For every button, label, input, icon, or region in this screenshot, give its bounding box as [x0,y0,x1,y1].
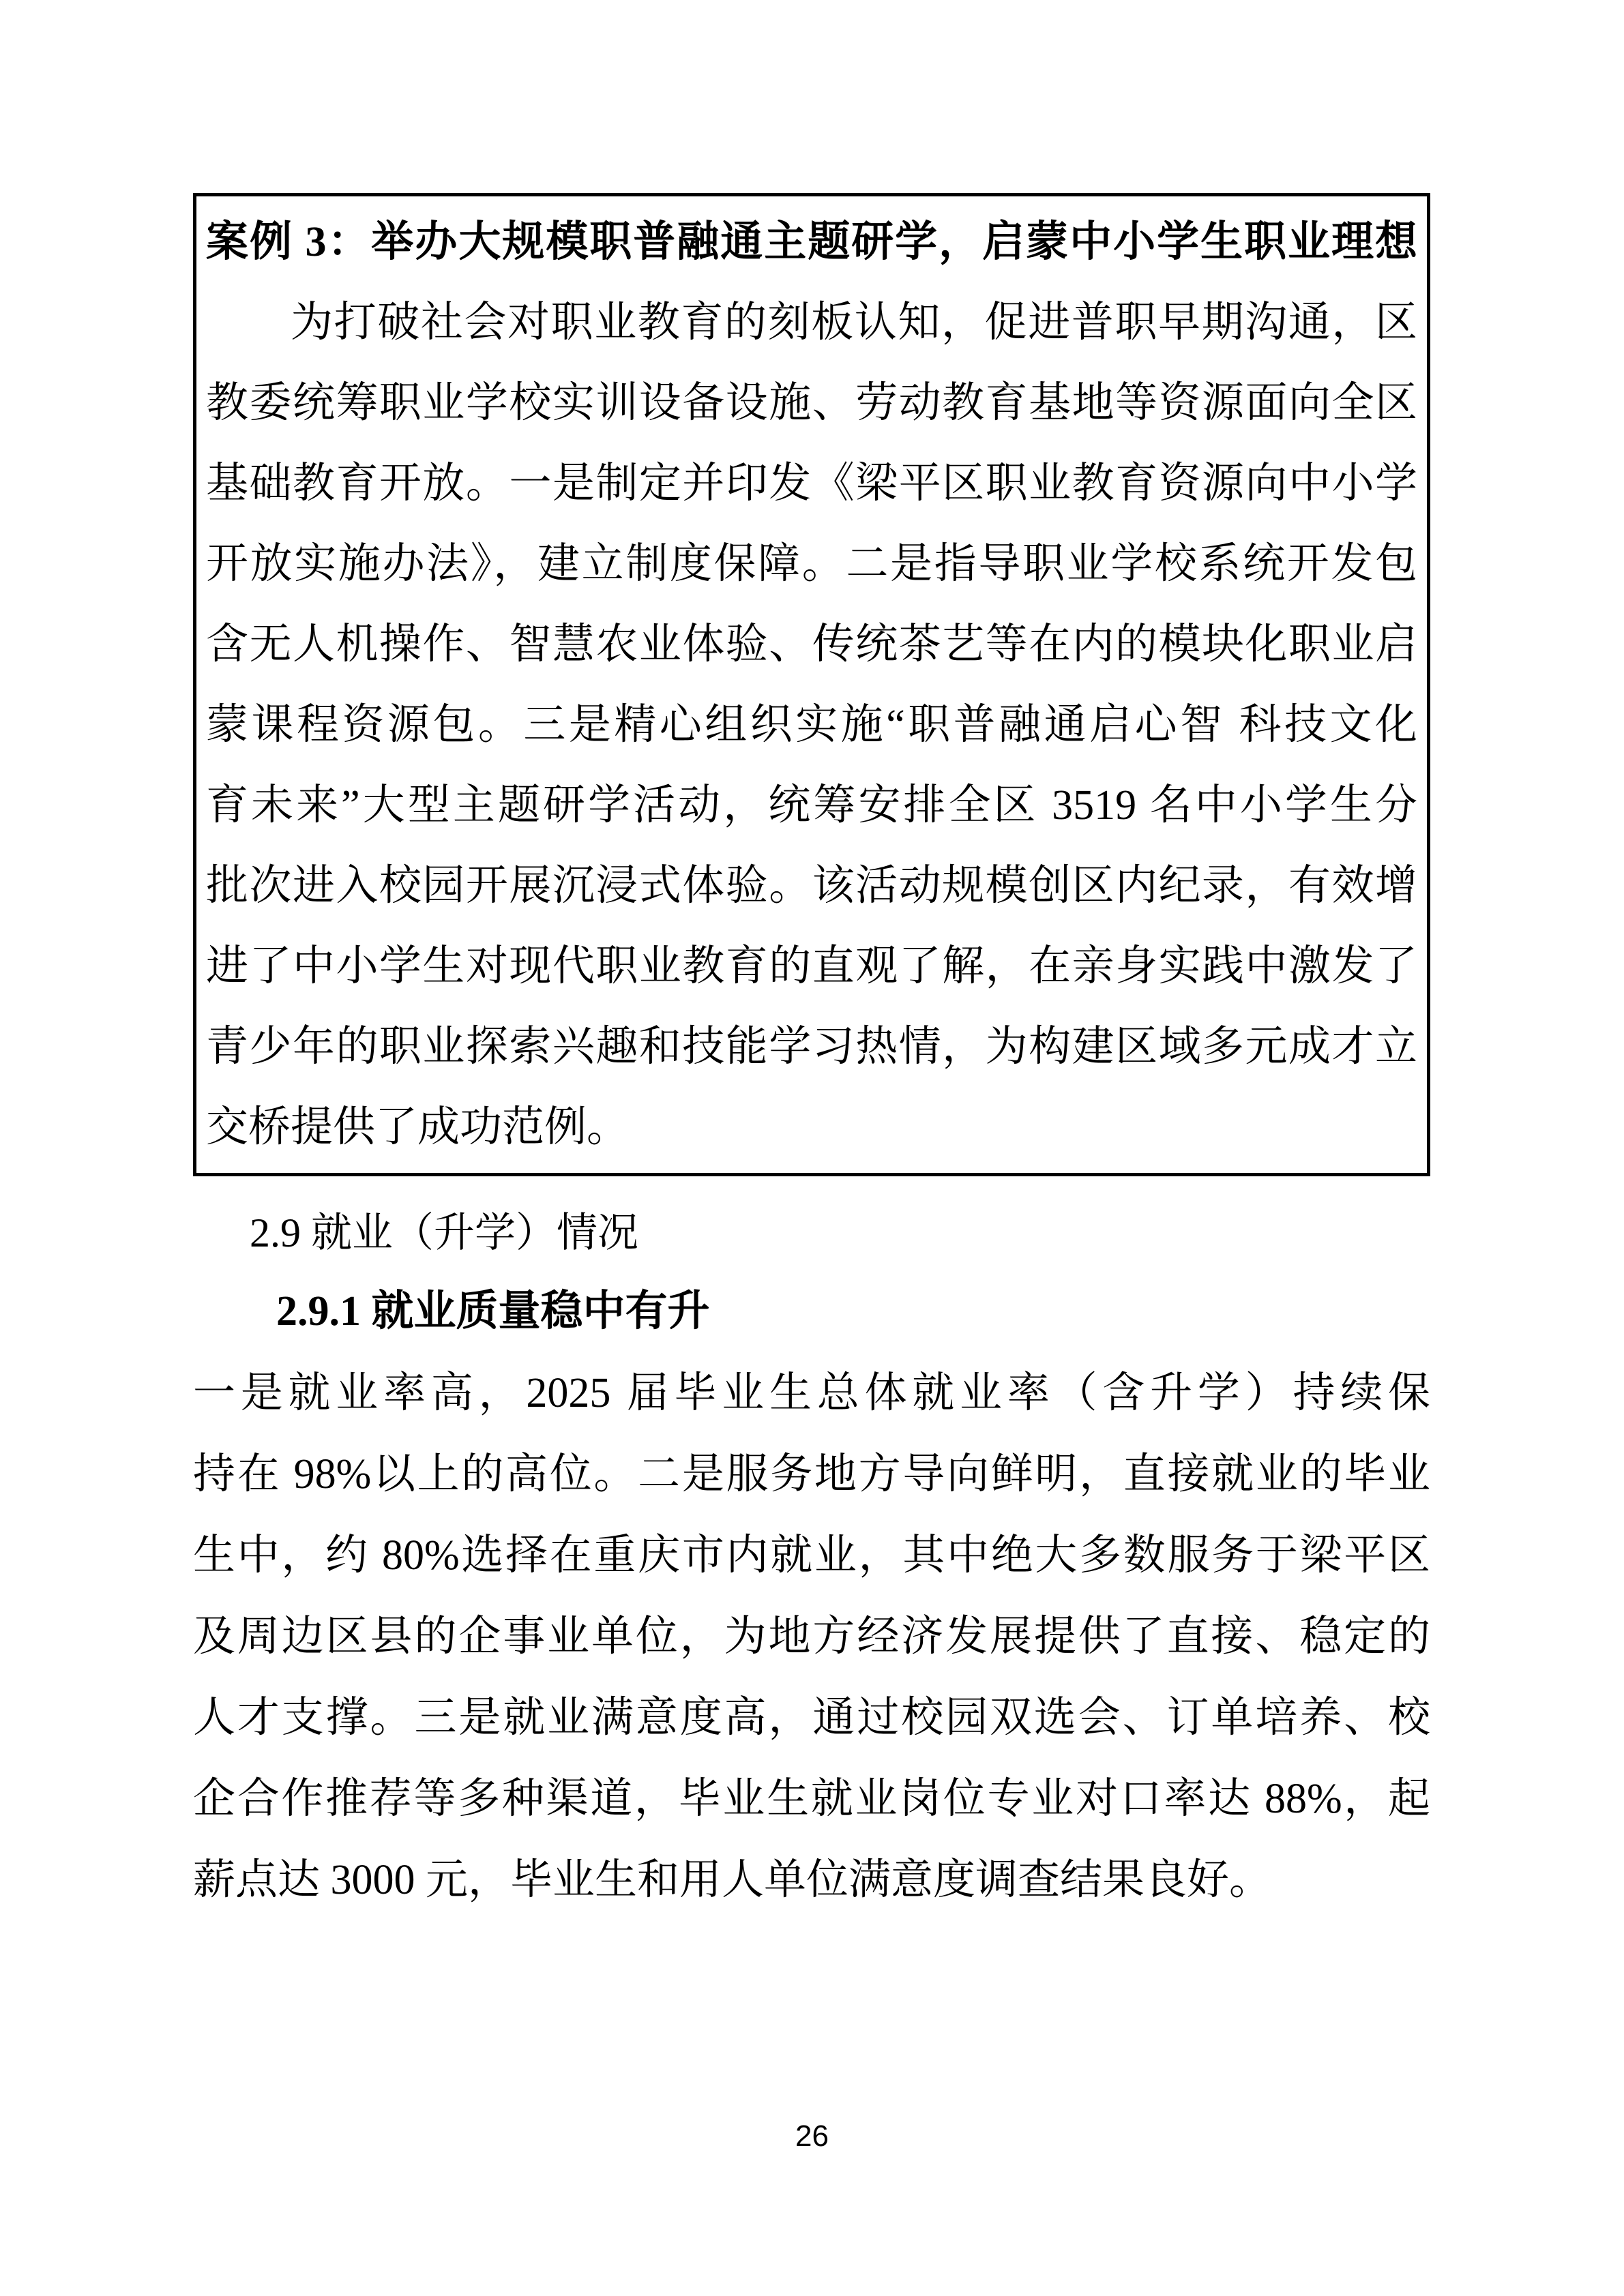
page-number: 26 [795,2119,829,2153]
case-box-line: 进了中小学生对现代职业教育的直观了解，在亲身实践中激发了 [206,943,1417,989]
paragraph-line: 薪点达 3000 元，毕业生和用人单位满意度调查结果良好。 [193,1857,1272,1903]
case-box-line: 育未来”大型主题研学活动，统筹安排全区 3519 名中小学生分 [206,782,1417,829]
section-subheading: 2.9.1 就业质量稳中有升 [276,1288,710,1335]
case-box-line: 含无人机操作、智慧农业体验、传统茶艺等在内的模块化职业启 [206,621,1417,668]
paragraph-line: 一是就业率高，2025 届毕业生总体就业率（含升学）持续保 [193,1370,1430,1416]
case-box-title: 案例 3：举办大规模职普融通主题研学，启蒙中小学生职业理想 [206,219,1417,265]
case-box-line: 教委统筹职业学校实训设备设施、劳动教育基地等资源面向全区 [206,380,1417,426]
case-box-line: 为打破社会对职业教育的刻板认知，促进普职早期沟通，区 [291,299,1417,346]
paragraph-line: 人才支撑。三是就业满意度高，通过校园双选会、订单培养、校 [193,1695,1430,1741]
section-heading: 2.9 就业（升学）情况 [250,1210,638,1255]
body-paragraph [193,1353,1430,1921]
case-box-line: 交桥提供了成功范例。 [206,1104,630,1150]
paragraph-line: 生中，约 80%选择在重庆市内就业，其中绝大多数服务于梁平区 [193,1532,1430,1579]
paragraph-line: 及周边区县的企事业单位，为地方经济发展提供了直接、稳定的 [193,1613,1430,1660]
case-box-line: 基础教育开放。一是制定并印发《梁平区职业教育资源向中小学 [206,460,1417,507]
case-box-line: 开放实施办法》，建立制度保障。二是指导职业学校系统开发包 [206,541,1417,587]
case-box-line: 蒙课程资源包。三是精心组织实施“职普融通启心智 科技文化 [206,702,1417,748]
case-box-line: 青少年的职业探索兴趣和技能学习热情，为构建区域多元成才立 [206,1024,1417,1070]
case-box-line: 批次进入校园开展沉浸式体验。该活动规模创区内纪录，有效增 [206,863,1417,909]
paragraph-line: 持在 98%以上的高位。二是服务地方导向鲜明，直接就业的毕业 [193,1451,1430,1497]
case-study-box [193,193,1430,1176]
paragraph-line: 企合作推荐等多种渠道，毕业生就业岗位专业对口率达 88%，起 [193,1776,1430,1822]
